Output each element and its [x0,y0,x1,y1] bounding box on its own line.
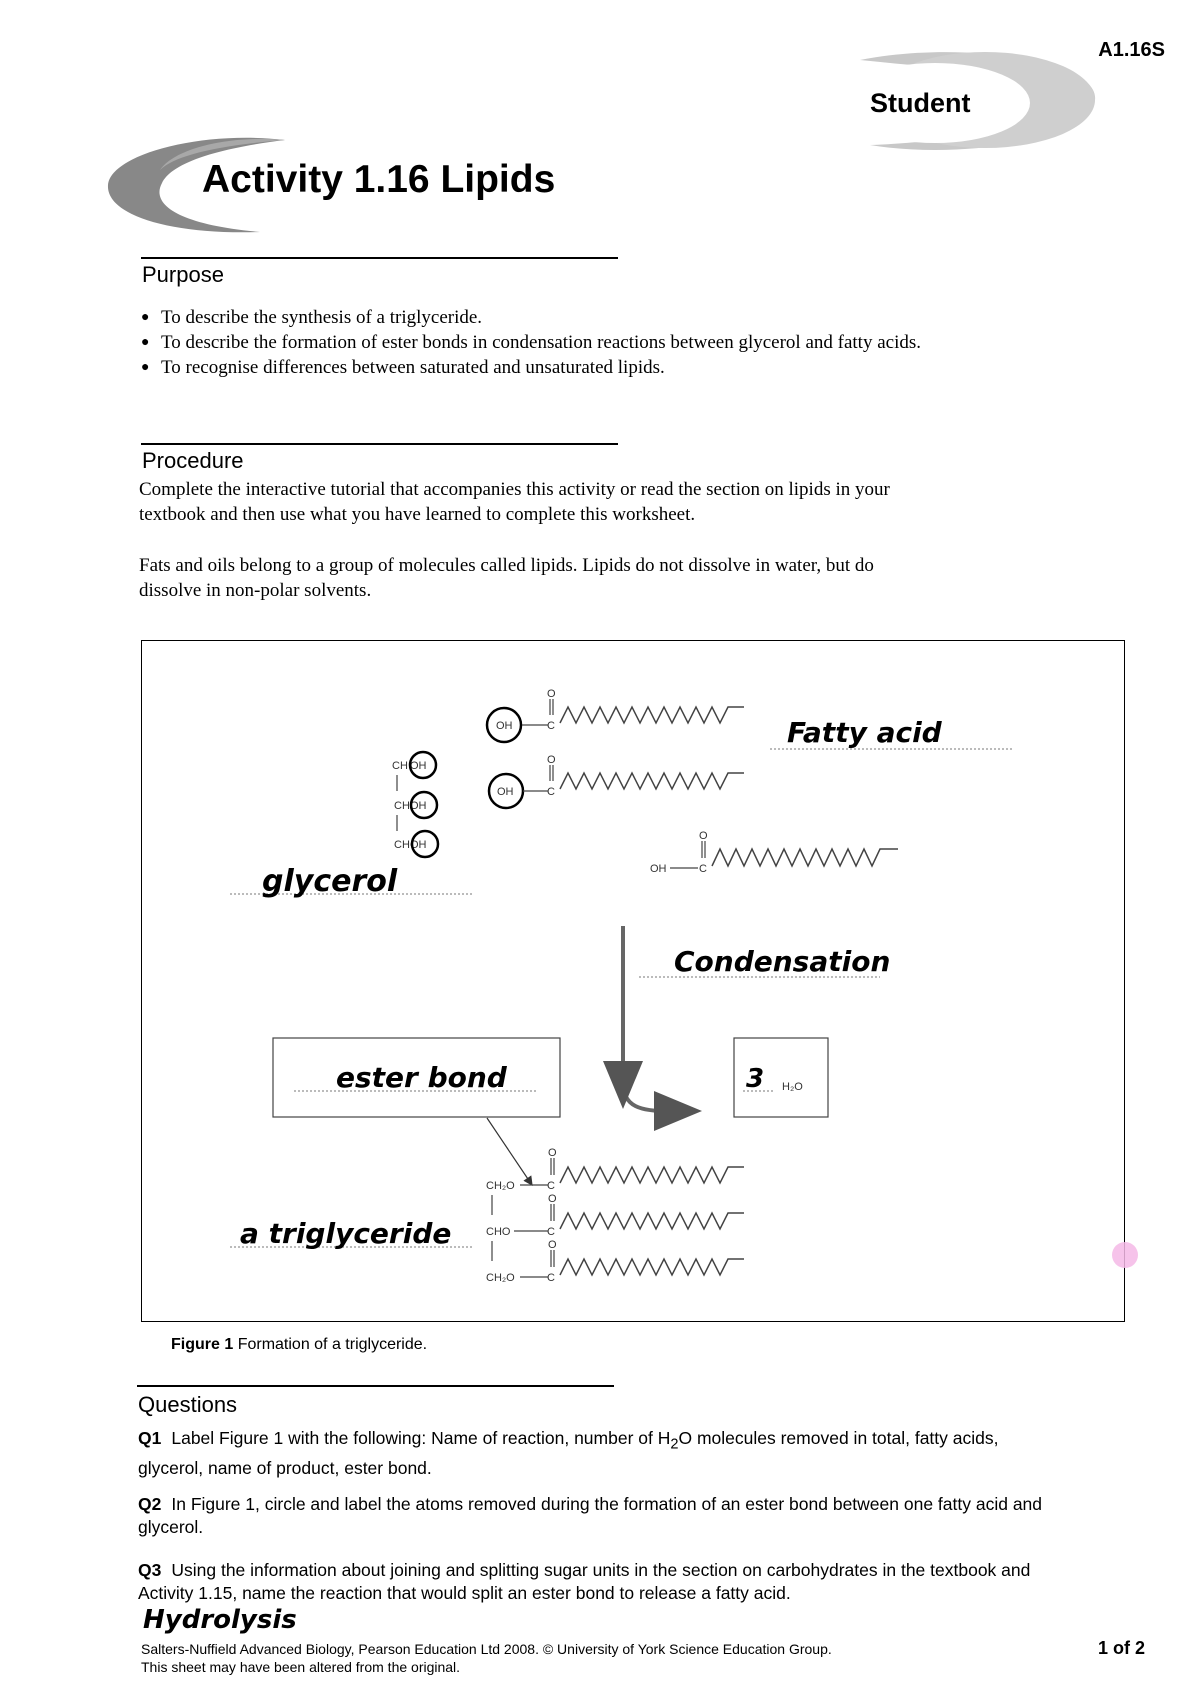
ester-bond-pointer [487,1118,532,1185]
oh-label: OH [410,760,427,772]
question-number: Q3 [138,1560,162,1580]
triglyceride-annotation: a triglyceride [240,1217,452,1250]
ch-label: CH [392,760,408,772]
carbon-label: C [547,1272,555,1284]
water-formula: H₂O [782,1081,803,1093]
oh-label: OH [410,839,427,851]
ch-label: CH [394,800,410,812]
oxygen-label: O [548,1193,557,1205]
condensation-annotation: Condensation [674,945,891,978]
oh-label: OH [410,800,427,812]
figure-caption-text: Formation of a triglyceride. [237,1336,428,1353]
figure-caption [171,1336,427,1354]
page-title: Activity 1.16 Lipids [202,158,556,201]
fatty-acid-annotation: Fatty acid [787,716,942,749]
subscript: 2 [670,1436,679,1453]
ch-label: CH [394,839,410,851]
figure-frame [141,640,1125,1322]
question-text: In Figure 1, circle and label the atoms removed during the formation of an ester bond between one fatty acid and glycerol. [138,1494,1043,1537]
procedure-heading: Procedure [142,448,244,473]
footer-line-1: Salters-Nuffield Advanced Biology, Pearson Education Ltd 2008. © University of York Science Education Group. [141,1641,832,1657]
carbon-label: C [547,1226,555,1238]
purpose-heading: Purpose [142,262,224,287]
purpose-item: ● To describe the synthesis of a triglyceride. [141,305,941,330]
question-text: Label Figure 1 with the following: Name of reaction, number of H [171,1428,671,1448]
oh-label: OH [650,863,667,875]
question-number: Q2 [138,1494,162,1514]
water-count-annotation: 3 [746,1064,765,1094]
oh-label: OH [496,720,513,732]
triglyceride-molecule [486,1147,744,1284]
question-1 [138,1427,1058,1480]
student-badge-label: Student [870,88,971,118]
oxygen-label: O [548,1239,557,1251]
fatty-acid-3 [650,830,898,875]
q3-handwritten-answer: Hydrolysis [143,1605,297,1635]
question-text: Using the information about joining and splitting sugar units in the section on carbohydrates in the textbook and Activity 1.15, name the reaction that would split an ester bond to release a fatty acid. [138,1560,1031,1603]
header-decoration [0,0,1200,260]
questions-rule [137,1385,614,1387]
document-code: A1.16S [1098,39,1165,61]
purpose-rule [141,257,618,259]
ch2o-label: CH₂O [486,1272,515,1284]
figure-caption-label: Figure 1 [171,1336,234,1353]
oxygen-label: O [547,688,556,700]
procedure-rule [141,443,618,445]
oxygen-label: O [548,1147,557,1159]
oxygen-label: O [699,830,708,842]
fatty-acid-1 [487,688,744,742]
footer-line-2: This sheet may have been altered from the original. [141,1659,461,1675]
carbon-label: C [547,720,555,732]
ester-bond-annotation: ester bond [336,1061,507,1094]
oxygen-label: O [547,754,556,766]
fatty-acid-2 [489,754,744,808]
questions-heading: Questions [138,1392,238,1417]
procedure-paragraph-1: Complete the interactive tutorial that accompanies this activity or read the section on lipids in your textbook and then use what you have learned to complete this worksheet. [139,479,890,525]
procedure-paragraph-2: Fats and oils belong to a group of molecules called lipids. Lipids do not dissolve in water, but do dissolve in non-polar solvents. [139,555,874,601]
purpose-list [141,305,941,380]
question-3 [138,1559,1058,1605]
carbon-label: C [699,863,707,875]
purpose-item: ● To recognise differences between saturated and unsaturated lipids. [141,355,941,380]
purpose-item: ● To describe the formation of ester bonds in condensation reactions between glycerol and fatty acids. [141,330,941,355]
carbon-label: C [547,1180,555,1192]
oh-label: OH [497,786,514,798]
ch2o-label: CH₂O [486,1180,515,1192]
page-number: 1 of 2 [1098,1638,1146,1658]
question-2 [138,1493,1058,1539]
glycerol-annotation: glycerol [262,864,398,899]
footer-credits [141,1640,832,1676]
triglyceride-diagram [142,641,1124,1321]
cho-label: CHO [486,1226,511,1238]
question-number: Q1 [138,1428,162,1448]
glycerol-molecule [392,752,438,857]
carbon-label: C [547,786,555,798]
question-text: O molecules removed in total, fatty acids, glycerol, name of product, ester bond. [138,1428,999,1478]
cursor-marker [1112,1242,1138,1268]
